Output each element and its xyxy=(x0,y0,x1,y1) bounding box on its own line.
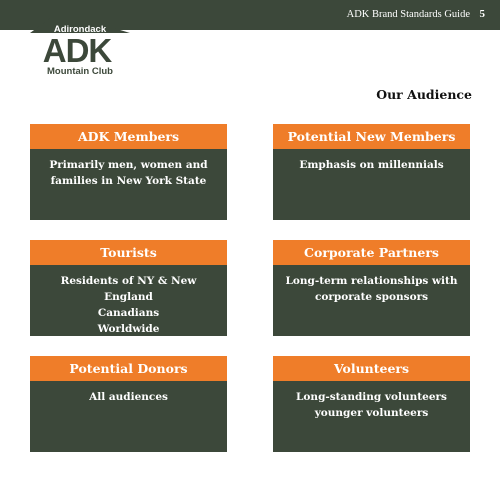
card-line: Residents of NY & New England xyxy=(60,275,197,303)
card-title: ADK Members xyxy=(30,124,227,149)
card-body xyxy=(30,149,227,189)
audience-card-tourists xyxy=(30,240,227,336)
page-title: Our Audience xyxy=(376,87,472,102)
card-line: families in New York State xyxy=(50,175,207,187)
card-body xyxy=(273,381,470,421)
audience-card-corporate-partners xyxy=(273,240,470,336)
card-title: Tourists xyxy=(30,240,227,265)
audience-card-adk-members xyxy=(30,124,227,220)
card-line: Worldwide xyxy=(97,323,160,335)
card-title: Potential Donors xyxy=(30,356,227,381)
card-line: All audiences xyxy=(89,391,168,403)
card-body xyxy=(273,265,470,305)
audience-card-potential-donors xyxy=(30,356,227,452)
guide-title: ADK Brand Standards Guide xyxy=(346,9,470,20)
card-body xyxy=(30,265,227,337)
card-title: Volunteers xyxy=(273,356,470,381)
card-line: Primarily men, women and xyxy=(49,159,208,171)
card-line: corporate sponsors xyxy=(314,291,429,303)
logo-bottom-text: Mountain Club xyxy=(47,66,113,77)
audience-card-volunteers xyxy=(273,356,470,452)
page-number: 5 xyxy=(479,8,485,20)
logo-main-text: ADK xyxy=(42,32,112,69)
card-body xyxy=(273,149,470,173)
card-line: Canadians xyxy=(97,307,160,319)
card-title: Potential New Members xyxy=(273,124,470,149)
card-title: Corporate Partners xyxy=(273,240,470,265)
card-line: Emphasis on millennials xyxy=(299,159,444,171)
card-line: Long-standing volunteers xyxy=(296,391,447,403)
audience-card-potential-new-members xyxy=(273,124,470,220)
card-body xyxy=(30,381,227,405)
card-line: younger volunteers xyxy=(314,407,429,419)
card-line: Long-term relationships with xyxy=(285,275,458,287)
logo-top-text: Adirondack xyxy=(53,24,107,35)
adk-logo xyxy=(30,14,130,84)
